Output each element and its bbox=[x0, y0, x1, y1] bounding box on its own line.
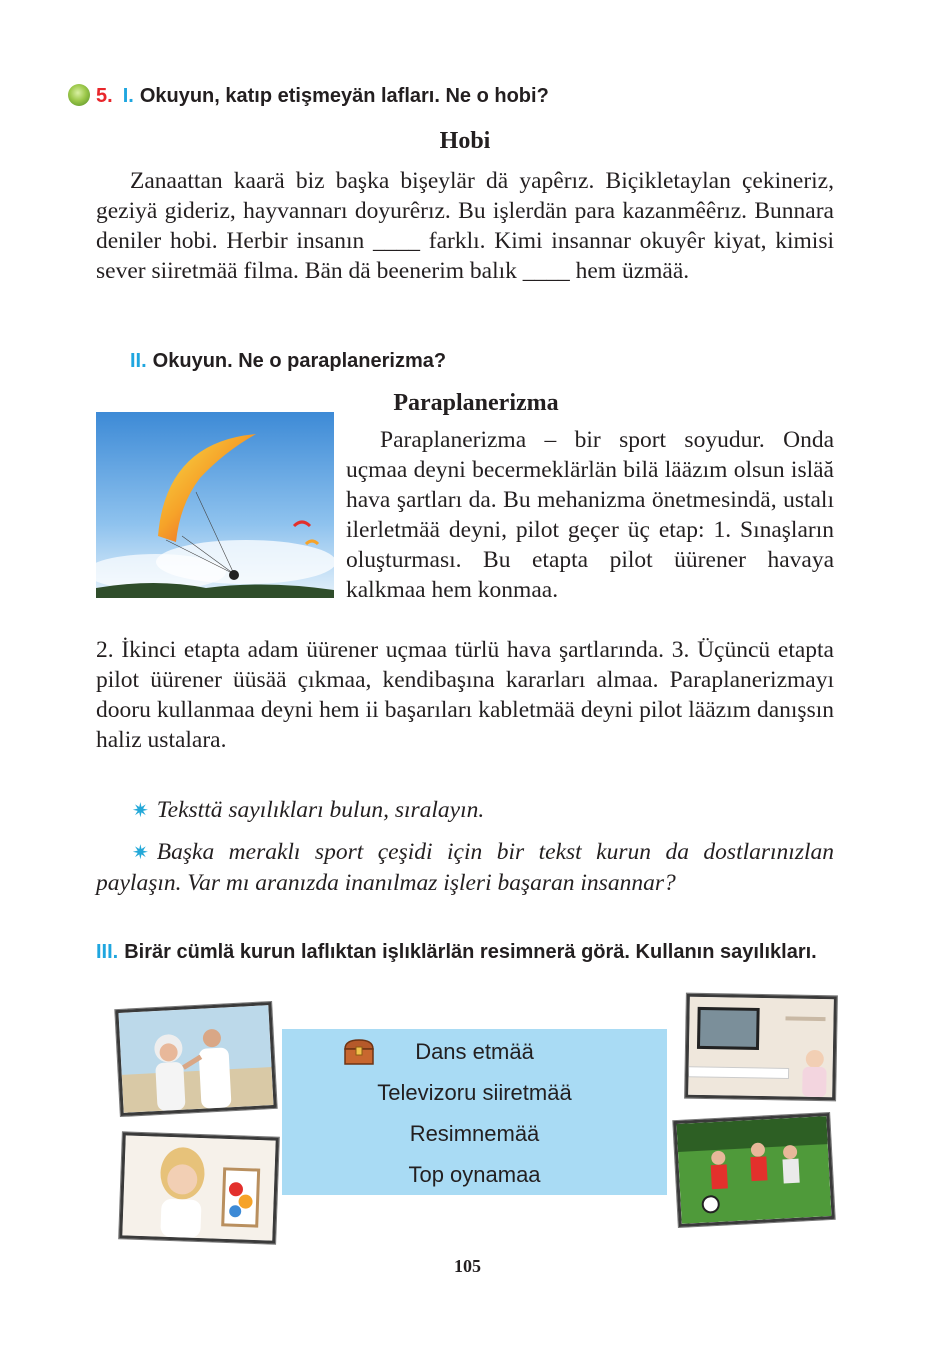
word-item: Resimnemää bbox=[409, 1121, 540, 1146]
part-2-header bbox=[130, 350, 446, 373]
part-3-instruction: Birär cümlä kurun laflıktan işlıklärlän resimnerä görä. Kullanın sayılıkları. bbox=[124, 941, 817, 963]
girl-painting-photo bbox=[119, 1132, 279, 1243]
word-item: Top oynamaa bbox=[408, 1162, 541, 1187]
word-box bbox=[282, 1029, 667, 1195]
paraglider-photo bbox=[96, 412, 334, 598]
dancing-couple-photo bbox=[115, 1002, 276, 1116]
paraplanerizma-text-part-1: Paraplanerizma – bir sport soyudur. Onda uçmaa deyni becermeklärlän bilä lääzım olsun isläă hava şartları da. Bu mehanizma önetmesindä, ustalı ilerletmää deyni, pilot geçer üç etap: 1. Sınaşların oluşturması. Bu etapta pilot üürener havaya kalkmaa hem konmaa. bbox=[346, 427, 834, 603]
paraplanerizma-text-part-2: 2. İkinci etapta adam üürener uçmaa türlü hava şartlarında. 3. Üçüncü etapta pilot üürener üüsää çıkmaa, kendibaşına kararları almaa. Paraplanerizmayı dooru kullanmaa deyni hem ii başarıları kabletmää deyni pilot lääzım danışsın haliz ustalara. bbox=[96, 637, 834, 753]
watching-tv-photo bbox=[685, 994, 837, 1101]
part-1-instruction: Okuyun, katıp etişmeyän lafları. Ne o hobi? bbox=[139, 85, 549, 107]
part-2-roman: II. bbox=[130, 350, 147, 372]
exercise-number: 5. bbox=[96, 85, 113, 107]
page-number: 105 bbox=[454, 1256, 481, 1276]
word-item: Dans etmää bbox=[415, 1039, 534, 1064]
exercise-header bbox=[68, 84, 549, 108]
part-1-roman: I. bbox=[122, 85, 134, 107]
task-text: Başka meraklı sport çeşidi için bir tekst kurun da dostlarınızlan paylaşın. Var mı aranızda inanılmaz işleri başaran insannar? bbox=[96, 839, 834, 896]
part-3-roman: III. bbox=[96, 941, 119, 963]
part-3-header bbox=[96, 937, 834, 968]
star-icon: ✷ bbox=[132, 842, 149, 864]
hobi-text: Zanaattan kaarä biz başka bişeylär dä yapêrız. Biçikletaylan çekineriz, geziyä gideriz, hayvannarı doyurêrız. Bu işlerdän para kazanmêêrız. Bunnara deniler hobi. Herbir insanın ____ farklı. Kimi insannar okuyêr kiyat, kimisi sever siiretmää filma. Bän dä beenerim balık ____ hem üzmää. bbox=[96, 168, 834, 284]
hobi-title: Hobi bbox=[439, 128, 491, 154]
task-item bbox=[96, 837, 834, 898]
task-item bbox=[96, 795, 834, 826]
part-2-instruction: Okuyun. Ne o paraplanerizma? bbox=[152, 350, 447, 372]
green-bullet-icon bbox=[68, 84, 90, 106]
word-item: Televizoru siiretmää bbox=[377, 1080, 572, 1105]
star-icon: ✷ bbox=[132, 800, 149, 822]
paraplanerizma-title: Paraplanerizma bbox=[393, 390, 559, 416]
football-photo bbox=[673, 1113, 834, 1227]
task-text: Teksttä sayılıkları bulun, sıralayın. bbox=[156, 797, 485, 823]
